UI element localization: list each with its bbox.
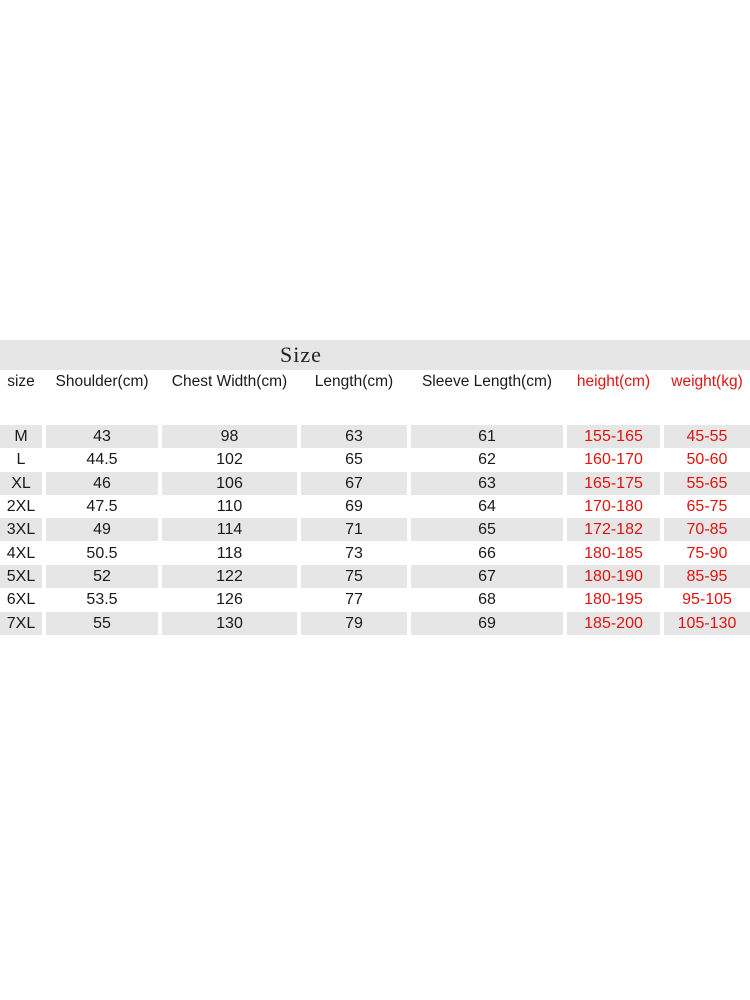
cell-sleeve-length: 69: [411, 612, 563, 635]
cell-length: 67: [301, 472, 407, 495]
cell-shoulder: 49: [46, 518, 158, 541]
cell-sleeve-length: 63: [411, 472, 563, 495]
table-row: [0, 448, 750, 471]
table-row: [0, 518, 750, 541]
header-size: size: [7, 372, 35, 390]
cell-sleeve-length: 61: [411, 425, 563, 448]
size-chart: [0, 340, 750, 632]
cell-chest-width: 126: [162, 588, 297, 611]
table-row: [0, 542, 750, 565]
table-header-row: [0, 370, 750, 393]
cell-chest-width: 118: [162, 542, 297, 565]
cell-chest-width: 122: [162, 565, 297, 588]
cell-size: 7XL: [0, 612, 42, 635]
header-height: height(cm): [576, 372, 651, 390]
cell-weight: 95-105: [664, 588, 750, 611]
cell-sleeve-length: 64: [411, 495, 563, 518]
cell-weight: 85-95: [664, 565, 750, 588]
cell-sleeve-length: 65: [411, 518, 563, 541]
cell-weight: 105-130: [664, 612, 750, 635]
cell-sleeve-length: 67: [411, 565, 563, 588]
cell-length: 65: [301, 448, 407, 471]
cell-height: 172-182: [567, 518, 660, 541]
cell-shoulder: 44.5: [46, 448, 158, 471]
cell-size: 3XL: [0, 518, 42, 541]
cell-shoulder: 50.5: [46, 542, 158, 565]
cell-length: 69: [301, 495, 407, 518]
table-row: [0, 588, 750, 611]
cell-length: 73: [301, 542, 407, 565]
cell-height: 185-200: [567, 612, 660, 635]
cell-weight: 50-60: [664, 448, 750, 471]
cell-sleeve-length: 68: [411, 588, 563, 611]
header-weight: weight(kg): [671, 372, 743, 390]
cell-chest-width: 114: [162, 518, 297, 541]
cell-sleeve-length: 66: [411, 542, 563, 565]
header-sleeve-length: Sleeve Length(cm): [421, 372, 553, 390]
cell-shoulder: 55: [46, 612, 158, 635]
cell-height: 180-190: [567, 565, 660, 588]
cell-shoulder: 43: [46, 425, 158, 448]
cell-size: M: [0, 425, 42, 448]
cell-chest-width: 102: [162, 448, 297, 471]
cell-size: L: [0, 448, 42, 471]
cell-shoulder: 47.5: [46, 495, 158, 518]
cell-chest-width: 130: [162, 612, 297, 635]
table-row: [0, 495, 750, 518]
title-band: [0, 340, 750, 370]
cell-size: 6XL: [0, 588, 42, 611]
cell-chest-width: 110: [162, 495, 297, 518]
cell-shoulder: 53.5: [46, 588, 158, 611]
table-row: [0, 612, 750, 635]
header-length: Length(cm): [314, 372, 394, 390]
cell-length: 71: [301, 518, 407, 541]
table-row: [0, 425, 750, 448]
cell-length: 75: [301, 565, 407, 588]
table-row: [0, 565, 750, 588]
cell-height: 160-170: [567, 448, 660, 471]
cell-size: 2XL: [0, 495, 42, 518]
cell-height: 180-185: [567, 542, 660, 565]
cell-weight: 75-90: [664, 542, 750, 565]
cell-chest-width: 106: [162, 472, 297, 495]
cell-length: 63: [301, 425, 407, 448]
cell-height: 170-180: [567, 495, 660, 518]
cell-weight: 55-65: [664, 472, 750, 495]
header-shoulder: Shoulder(cm): [55, 372, 149, 390]
chart-title: Size: [280, 342, 322, 367]
header-chest-width: Chest Width(cm): [171, 372, 288, 390]
cell-length: 79: [301, 612, 407, 635]
table-row: [0, 472, 750, 495]
cell-height: 165-175: [567, 472, 660, 495]
cell-size: 5XL: [0, 565, 42, 588]
cell-shoulder: 46: [46, 472, 158, 495]
cell-height: 155-165: [567, 425, 660, 448]
cell-length: 77: [301, 588, 407, 611]
cell-weight: 70-85: [664, 518, 750, 541]
cell-weight: 65-75: [664, 495, 750, 518]
cell-shoulder: 52: [46, 565, 158, 588]
cell-size: 4XL: [0, 542, 42, 565]
cell-height: 180-195: [567, 588, 660, 611]
cell-sleeve-length: 62: [411, 448, 563, 471]
cell-weight: 45-55: [664, 425, 750, 448]
cell-size: XL: [0, 472, 42, 495]
cell-chest-width: 98: [162, 425, 297, 448]
